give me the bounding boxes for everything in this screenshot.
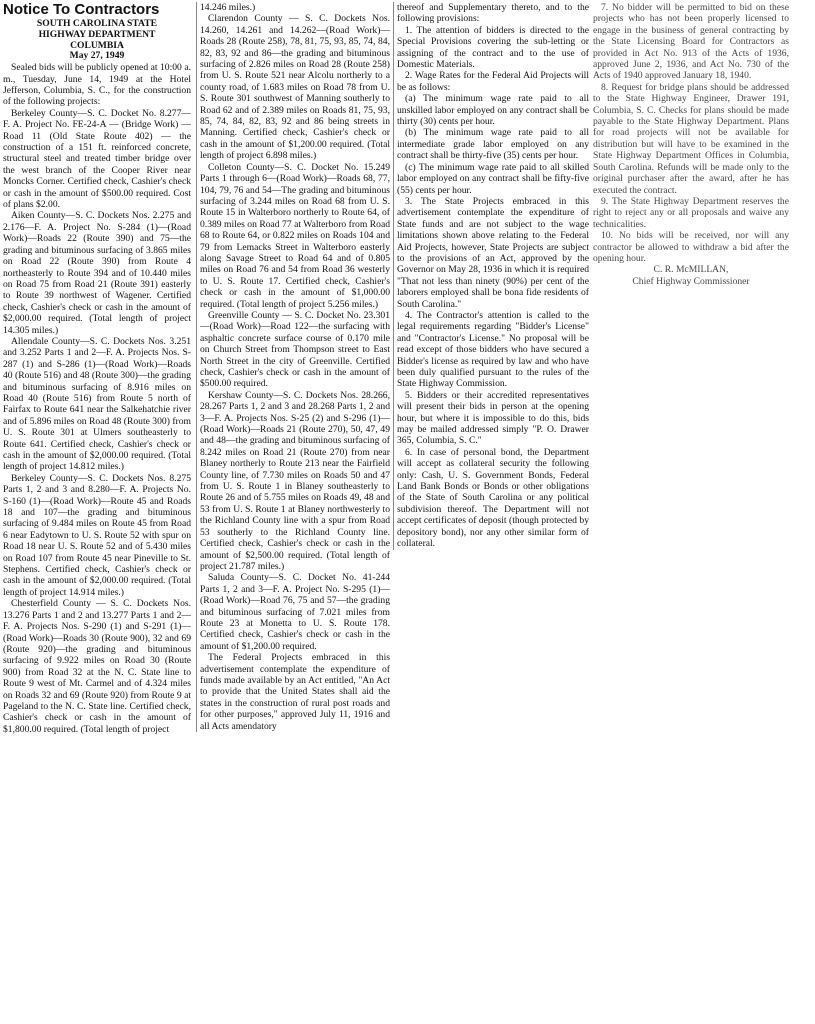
paragraph: (a) The minimum wage rate paid to all unskilled labor employed on any contract shall be thirty (30) cents per hour.	[397, 93, 589, 128]
paragraph: 2. Wage Rates for the Federal Aid Projects will be as follows:	[397, 70, 589, 93]
paragraph: Aiken County—S. C. Dockets Nos. 2.275 and 2.176—F. A. Project No. S-284 (1)—(Road Work)—Roads 22 (Route 390) and 75—the grading and bituminous surfacing of 3.865 miles on Road 22 (Route 390) from Route 4 northeasterly to Route 394 and of 10.440 miles on Road 75 from Road 21 (Route 391) easterly to Route 39 northwest of Wagener. Certified check, Cashier's check or cash in the amount of $2,000.00 required. (Total length of project 14.305 miles.)	[3, 210, 191, 336]
paragraph: 8. Request for bridge plans should be addressed to the State Highway Engineer, Drawer 191, Columbia, S. C. Checks for plans should be made payable to the State Highway Department. Plans for road projects will not be available for distribution but will have to be examined in the State Highway Department Offices in Columbia, South Carolina. Refunds will be made only to the original purchaser after the award, after he has executed the contract.	[593, 81, 789, 196]
signature-name: C. R. McMILLAN,	[653, 264, 729, 276]
paragraph: Sealed bids will be publicly opened at 10:00 a. m., Tuesday, June 14, 1949 at the Hotel Jefferson, Columbia, S. C., for the construction of the following projects:	[3, 62, 191, 108]
paragraph: 14.246 miles.)	[200, 2, 256, 13]
paragraph: 7. No bidder will be permitted to bid on these projects who has not been properly licensed to engage in the business of general contracting by the State Licensing Board for Contractors as provided in Act No. 913 of the Acts of 1936, approved June 2, 1936, and Act No. 730 of the Acts of 1940 approved January 18, 1940.	[593, 2, 789, 82]
paragraph: 10. No bids will be received, nor will any contractor be allowed to withdraw a bid after the opening hour.	[593, 230, 789, 264]
paragraph: 5. Bidders or their accredited representatives will present their bids in person at the opening hour, but where it is impossible to do this, bids may be mailed addressed simply "P. O. Drawer 365, Columbia, S. C."	[397, 389, 589, 447]
paragraph: Berkeley County—S. C. Docket No. 8.277—F. A. Project No. FE-24-A — (Bridge Work) — Road 11 (Old State Route 402) — the construction of a 151 ft. reinforced concrete, structural steel and treated timber bridge over the west branch of the Cooper River near Moncks Corner. Certified check, Cashier's check or cash in the amount of $500.00 required. Cost of plans $2.00.	[3, 107, 191, 211]
paragraph: thereof and Supplementary thereto, and to the following provisions:	[397, 2, 589, 25]
paragraph: Berkeley County—S. C. Dockets Nos. 8.275 Parts 1, 2 and 3 and 8.280—F. A. Projects No. S-160 (1)—(Road Work)—Route 45 and Roads 18 and 107—the grading and bituminous surfacing of 9.484 miles on Route 45 from Road 6 near Eadytown to U. S. Route 52 with spur on Road 18 near U. S. Route 52 and of 5.430 miles on Road 107 from Route 45 near Pineville to St. Stephens. Certified check, Cashier's check or cash in the amount of $2,000.00 required. (Total length of project 14.914 miles.)	[3, 472, 191, 598]
paragraph: 9. The State Highway Department reserves the right to reject any or all proposals and waive any technicalities.	[593, 195, 789, 230]
paragraph: Chesterfield County — S. C. Dockets Nos. 13.276 Parts 1 and 2 and 13.277 Parts 1 and 2—F. A. Projects Nos. S-290 (1) and S-291 (1)—(Road Work)—Roads 30 (Route 900), 32 and 69 (Route 920)—the grading and bituminous surfacing of 9.922 miles on Road 30 (Route 900) from Road 32 at the N. C. State line to Route 9 west of Mt. Carmel and of 4.324 miles on Roads 32 and 69 (Route 920) from Route 9 at Pageland to the N. C. State line. Certified check, Cashier's check or cash in the amount of $1,800.00 required. (Total length of project	[3, 598, 191, 735]
column-1	[3, 2, 191, 735]
paragraph: The Federal Projects embraced in this advertisement contemplate the expenditure of funds made available by an Act entitled, "An Act to provide that the United States shall aid the states in the construction of rural post roads and for other purposes," approved July 11, 1916 and all Acts amendatory	[200, 652, 390, 732]
paragraph: Colleton County—S. C. Docket No. 15.249 Parts 1 through 6—(Road Work)—Roads 68, 77, 104, 79, 76 and 54—The grading and bituminous surfacing of 3.244 miles on Road 68 from U. S. Route 15 in Walterboro northerly to Route 64, of 0.389 miles on Road 77 at Walterboro from Road 68 to Route 64, or 0.822 miles on Roads 104 and 79 from Lemacks Street in Walterboro easterly along Savage Street to Road 64 and of 0.805 miles on Road 76 and 54 from Road 36 westerly to U. S. Route 17. Certified check, Cashier's check or cash in the amount of $1,000.00 required. (Total length of project 5.256 miles.)	[200, 161, 390, 310]
paragraph: Saluda County—S. C. Docket No. 41-244 Parts 1, 2 and 3—F. A. Project No. S-295 (1)—(Road Work)—Road 76, 75 and 57—the grading and bituminous surfacing of 7.021 miles from Route 23 at Monetta to U. S. Route 178. Certified check, Cashier's check or cash in the amount of $1,200.00 required.	[200, 572, 390, 652]
org-line-1: SOUTH CAROLINA STATE	[36, 18, 158, 29]
paragraph: Greenville County — S. C. Docket No. 23.301—(Road Work)—Road 122—the surfacing with asphaltic concrete surface course of 0.170 mile on Church Street from Thompson street to East North Street in the city of Greenville. Certified check, Cashier's check or cash in the amount of $500.00 required.	[200, 309, 390, 390]
signature-title: Chief Highway Commissioner	[632, 275, 750, 287]
paragraph: (c) The minimum wage rate paid to all skilled labor employed on any contract shall be fifty-five (55) cents per hour.	[397, 161, 589, 196]
org-line-2: HIGHWAY DEPARTMENT	[38, 28, 156, 40]
column-2	[196, 2, 390, 732]
paragraph: Allendale County—S. C. Dockets Nos. 3.251 and 3.252 Parts 1 and 2—F. A. Projects Nos. S-287 (1) and S-286 (1)—(Road Work)—Roads 40 (Route 516) and 48 (Route 300)—the grading and bituminous surfacing of 8.916 miles on Road 40 (Route 516) from Route 5 north of Fairfax to Route 641 near the Salkehatchie river and of 5.896 miles on Road 48 (Route 300) from U. S. Route 301 at Ulmers southeasterly to Route 641. Certified check, Cashier's check or cash in the amount of $2,000.00 required. (Total length of project 14.812 miles.)	[3, 335, 191, 473]
column-4	[593, 2, 789, 287]
paragraph: 6. In case of personal bond, the Department will accept as collateral security the following only: Cash, U. S. Government Bonds, Federal Land Bank Bonds or Bonds or other obligations of the State of South Carolina or any political subdivision thereof. The Department will not accept certificates of deposit (though protected by depository bond), nor any other similar form of collateral.	[397, 446, 589, 550]
column-3	[393, 2, 589, 550]
paragraph: 1. The attention of bidders is directed to the Special Provisions covering the sub-letting or assigning of the contract and to the use of Domestic Materials.	[397, 24, 589, 71]
paragraph: Clarendon County — S. C. Dockets Nos. 14.260, 14.261 and 14.262—(Road Work)—Roads 28 (Route 258), 78, 81, 75, 93, 85, 74, 84, 82, 83, 92 and 86—the grading and bituminous surfacing of 2.826 miles on Road 28 (Route 258) from U. S. Route 521 near Alcolu northerly to a county road, of 1.683 miles on Road 78 from U. S. Route 301 southwest of Manning southerly to Road 62 and of 2.389 miles on Roads 81, 75, 93, 85, 74, 84, 82, 83, 92 and 86 being streets in Manning. Certified check, Cashier's check or cash in the amount of $1,200.00 required. (Total length of project 6.898 miles.)	[200, 13, 390, 162]
notice-date: May 27, 1949	[69, 50, 125, 62]
paragraph: Kershaw County—S. C. Dockets Nos. 28.266, 28.267 Parts 1, 2 and 3 and 28.268 Parts 1, 2 and 3—F. A. Projects Nos. S-25 (2) and S-296 (1)—(Road Work)—Roads 21 (Route 270), 50, 47, 49 and 48—the grading and bituminous surfacing of 8.242 miles on Road 21 (Route 270) from near Blaney northerly to Route 213 near the Fairfield County line, of 7.730 miles on Roads 50 and 47 from U. S. Route 1 in Blaney southeasterly to Route 26 and of 5.755 miles on Roads 49, 48 and 53 from U. S. Route 1 at Blaney northwesterly to the Richland County line with a spur from Road 53 southerly to the Richland County line. Certified check, Cashier's check or cash in the amount of $2,500.00 required. (Total length of project 21.787 miles.)	[200, 389, 390, 572]
org-line-3: COLUMBIA	[70, 39, 124, 51]
paragraph: (b) The minimum wage rate paid to all intermediate grade labor employed on any contract shall be thirty-five (35) cents per hour.	[397, 127, 589, 162]
paragraph: 3. The State Projects embraced in this advertisement contemplate the expenditure of State funds and are not subject to the wage limitations shown above relating to the Federal Aid Projects, however, State Projects are subject to the provisions of an Act, approved by the Governor on May 28, 1936 in which it is required "That not less than ninety (90%) per cent of the laborers employed shall be bona fide residents of South Carolina."	[397, 195, 589, 310]
headline: Notice To Contractors	[3, 1, 160, 18]
paragraph: 4. The Contractor's attention is called to the legal requirements regarding "Bidder's License" and "Contractor's License." No proposal will be read except of those bidders who have secured a Bidder's license as required by law and who have been duly qualified pursuant to the rules of the State Highway Commission.	[397, 309, 589, 390]
